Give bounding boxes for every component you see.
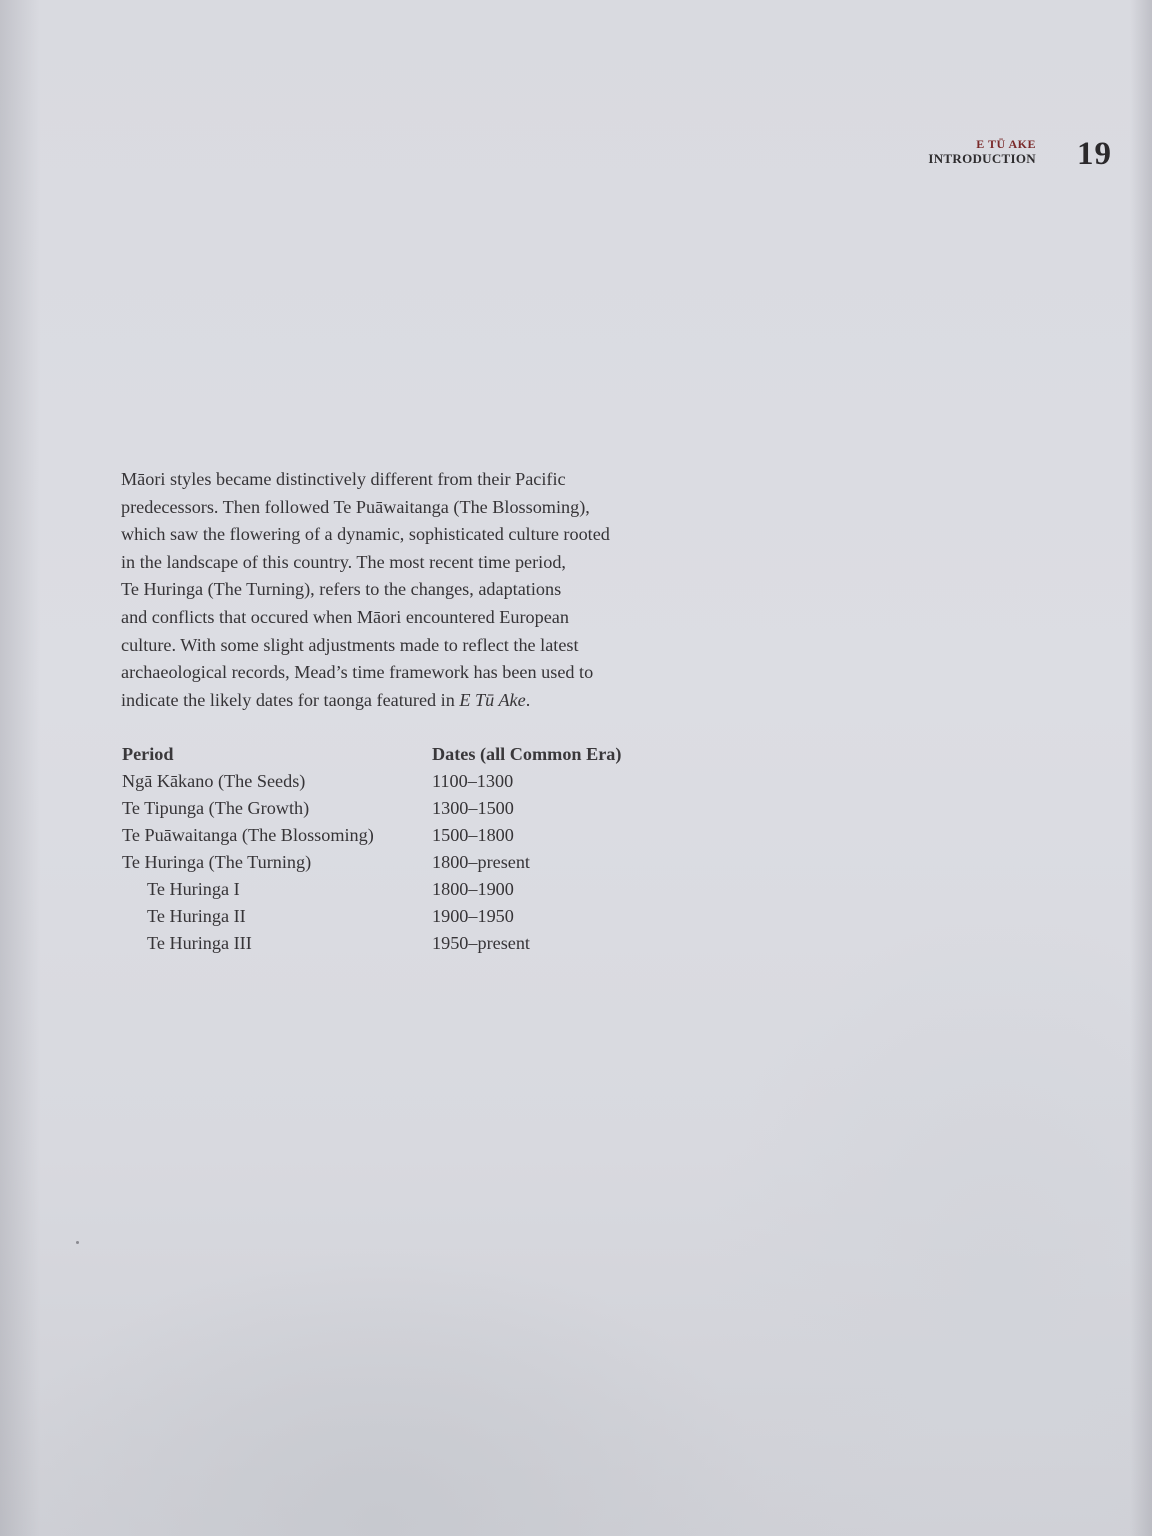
period-cell: Te Huringa (The Turning) — [122, 852, 312, 872]
period-column-header: Period — [122, 744, 174, 764]
subperiod-cell: Te Huringa II — [147, 906, 246, 926]
period-cell: Te Tipunga (The Growth) — [122, 798, 310, 818]
page-edge — [1130, 0, 1152, 1536]
table-row — [122, 849, 621, 876]
paragraph-line: Te Huringa (The Turning), refers to the changes, adaptations — [121, 579, 562, 600]
last-line-suffix: . — [525, 689, 531, 710]
periods-table — [122, 741, 621, 957]
last-line-prefix: indicate the likely dates for taonga featured in — [121, 689, 460, 710]
period-cell: Te Puāwaitanga (The Blossoming) — [122, 825, 374, 845]
paragraph-line: in the landscape of this country. The most recent time period, — [121, 551, 566, 572]
table-row — [122, 930, 621, 957]
dates-cell: 1100–1300 — [432, 771, 514, 791]
section-title: INTRODUCTION — [928, 151, 1036, 166]
dates-cell: 1900–1950 — [432, 906, 514, 926]
dates-cell: 1800–1900 — [432, 879, 514, 899]
table-row — [122, 795, 621, 822]
paragraph-line: archaeological records, Mead’s time framework has been used to — [121, 662, 594, 683]
paragraph-line: culture. With some slight adjustments made to reflect the latest — [121, 634, 579, 655]
page-number: 19 — [1077, 136, 1112, 172]
table-row — [122, 903, 621, 930]
dates-cell: 1300–1500 — [432, 798, 514, 818]
dates-cell: 1800–present — [432, 852, 530, 872]
paragraph-line: and conflicts that occured when Māori encountered European — [121, 606, 569, 627]
paragraph-line: predecessors. Then followed Te Puāwaitanga (The Blossoming), — [121, 496, 590, 517]
period-cell: Ngā Kākano (The Seeds) — [122, 771, 306, 791]
body-paragraph — [121, 466, 701, 714]
table-row — [122, 876, 621, 903]
paper-speck — [76, 1241, 79, 1244]
running-header — [928, 138, 1036, 165]
paragraph-last-line — [121, 687, 701, 715]
dates-column-header: Dates (all Common Era) — [432, 744, 622, 764]
book-title: E TŪ AKE — [976, 137, 1036, 151]
book-title-italic: E Tū Ake — [459, 689, 526, 710]
subperiod-cell: Te Huringa III — [147, 933, 252, 953]
dates-cell: 1500–1800 — [432, 825, 514, 845]
table-row — [122, 822, 621, 849]
dates-cell: 1950–present — [432, 933, 530, 953]
table-row — [122, 768, 621, 795]
subperiod-cell: Te Huringa I — [147, 879, 240, 899]
paragraph-line: Māori styles became distinctively different from their Pacific — [121, 469, 566, 489]
page-gutter-shadow — [0, 0, 40, 1536]
paragraph-line: which saw the flowering of a dynamic, sophisticated culture rooted — [121, 524, 610, 545]
table-header-row — [122, 741, 621, 768]
